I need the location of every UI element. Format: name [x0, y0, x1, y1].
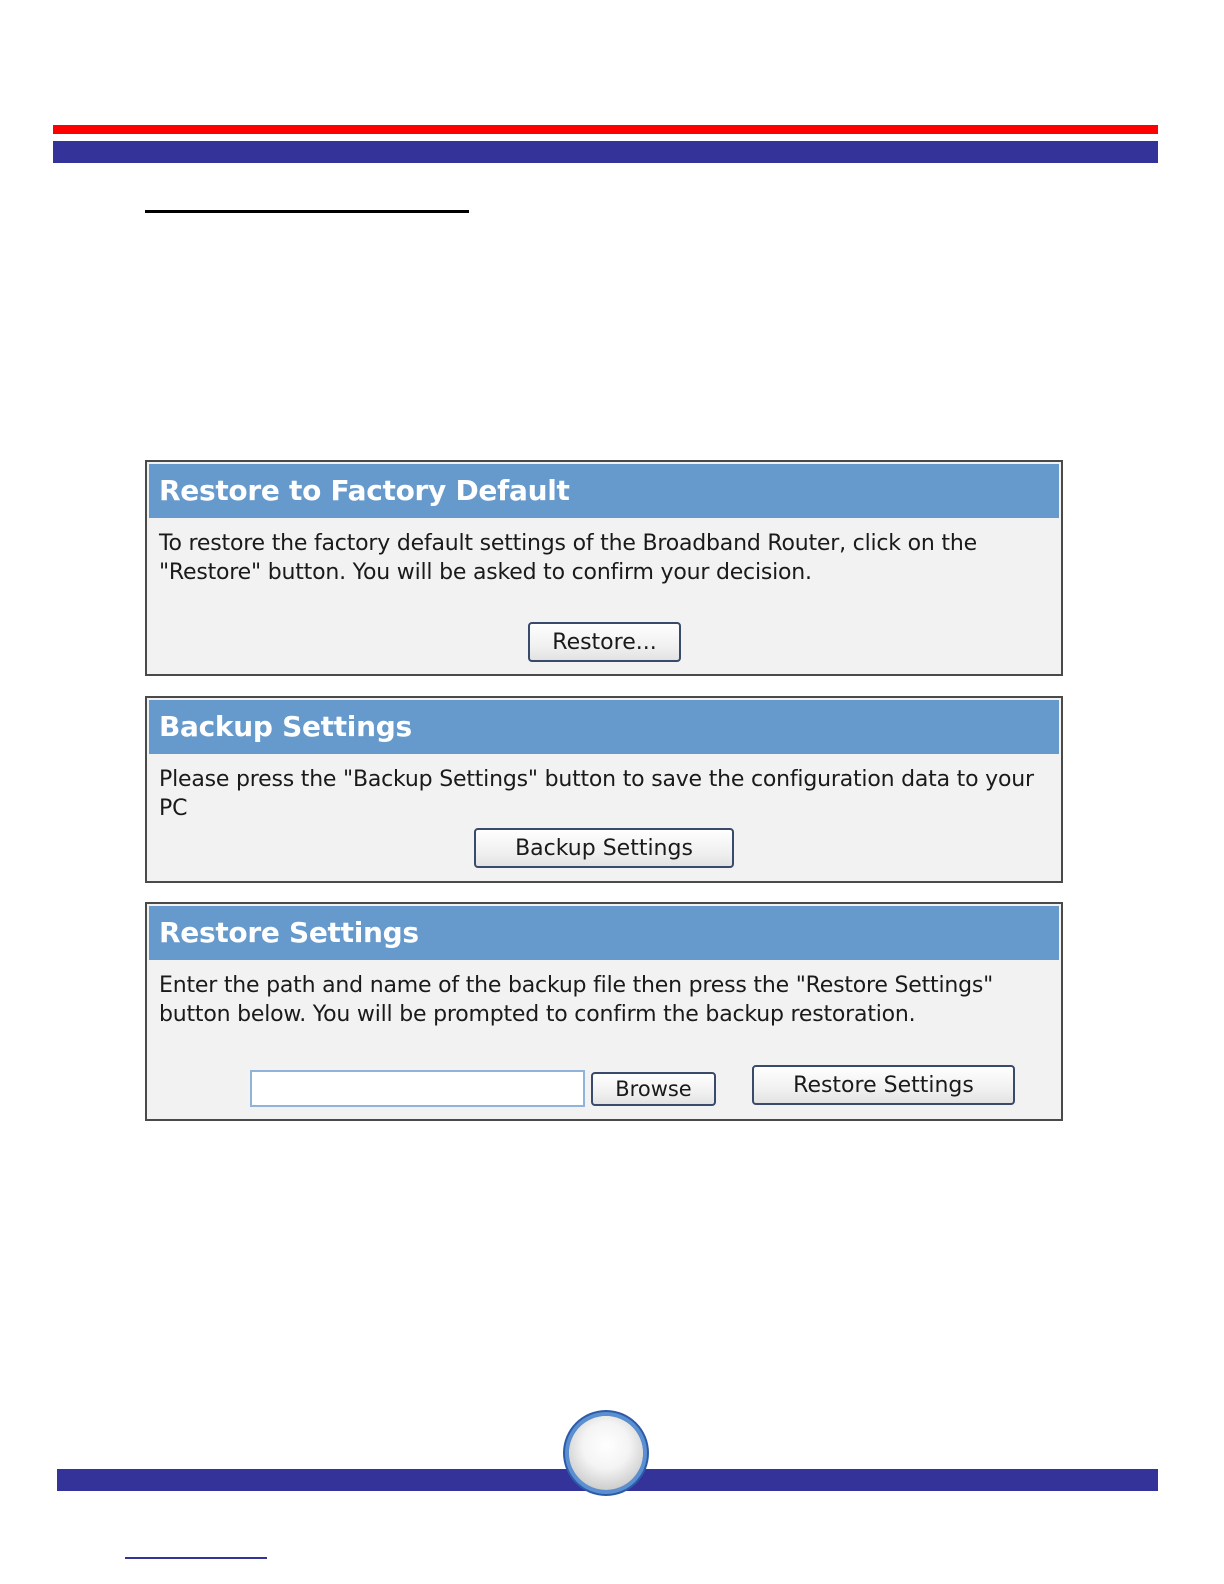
restore-settings-button[interactable]: Restore Settings [752, 1065, 1015, 1105]
header-red-band [53, 125, 1158, 134]
header-blue-band [53, 141, 1158, 163]
panel-header: Backup Settings [149, 700, 1059, 754]
backup-settings-button[interactable]: Backup Settings [474, 828, 734, 868]
panel-description: To restore the factory default settings of the Broadband Router, click on the "Restore" button. You will be asked to confirm your decision. [159, 531, 977, 585]
restore-factory-default-panel [145, 460, 1063, 676]
backup-file-path-input[interactable] [250, 1070, 585, 1107]
restore-settings-panel [145, 902, 1063, 1121]
browse-button[interactable]: Browse [591, 1072, 716, 1106]
panel-description: Enter the path and name of the backup file then press the "Restore Settings" button below. You will be prompted to confirm the backup restoration. [159, 973, 994, 1027]
section-title-underline [145, 210, 469, 213]
panel-header: Restore Settings [149, 906, 1059, 960]
panel-header: Restore to Factory Default [149, 464, 1059, 518]
panel-description: Please press the "Backup Settings" button to save the configuration data to your PC [159, 767, 1034, 821]
restore-button[interactable]: Restore... [528, 622, 681, 662]
page-number-badge-icon [569, 1416, 643, 1490]
footer-underline [125, 1557, 267, 1559]
backup-settings-panel [145, 696, 1063, 883]
